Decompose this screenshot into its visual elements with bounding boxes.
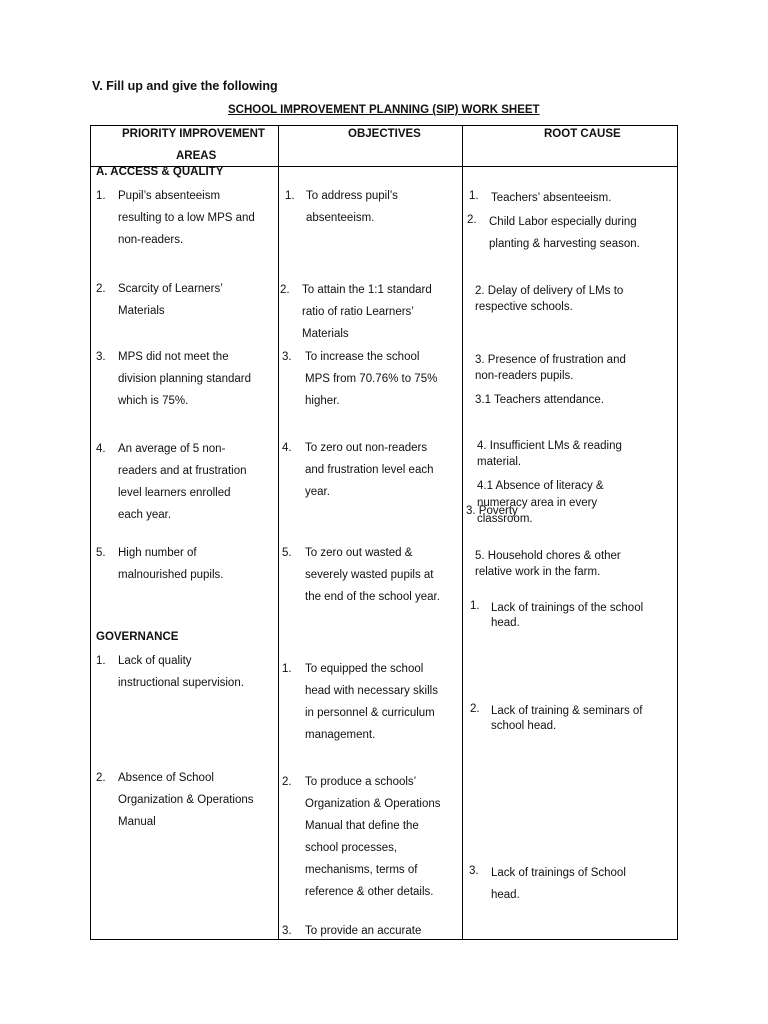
col-header-priority: PRIORITY IMPROVEMENT	[122, 128, 265, 140]
col-header-root-cause: ROOT CAUSE	[544, 128, 621, 140]
page-heading: V. Fill up and give the following	[92, 79, 278, 93]
col-header-priority-line2: AREAS	[176, 150, 217, 162]
worksheet-title: SCHOOL IMPROVEMENT PLANNING (SIP) WORK SHEET	[228, 104, 540, 116]
section-access-quality: A. ACCESS & QUALITY	[96, 166, 224, 178]
section-governance: GOVERNANCE	[96, 631, 179, 643]
col-header-objectives: OBJECTIVES	[348, 128, 421, 140]
